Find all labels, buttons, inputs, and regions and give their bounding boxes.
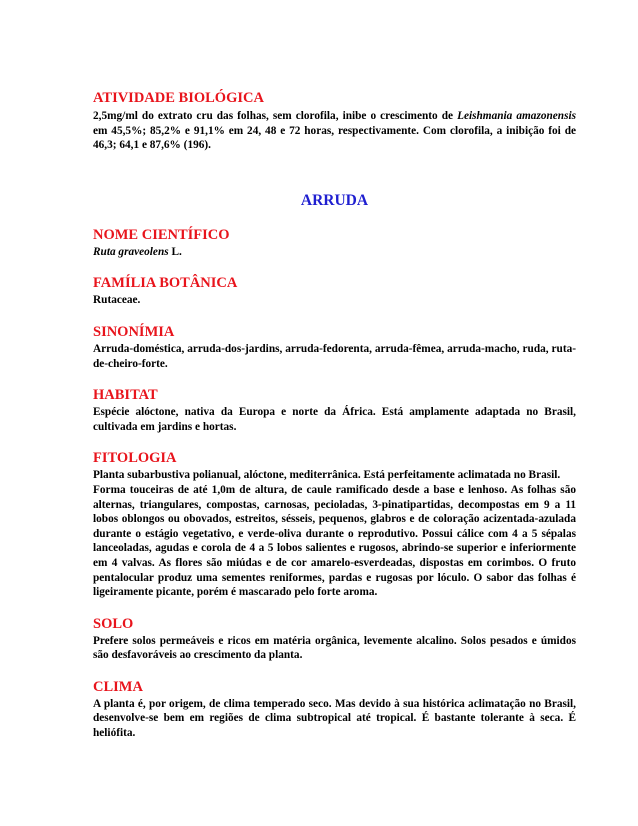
heading-sinonimia: SINONÍMIA bbox=[93, 323, 175, 340]
clima-text: A planta é, por origem, de clima temperado seco. Mas devido à sua histórica aclimatação no Brasil, desenvolve-se bem em regiões de clima subtropical até tropical. É bastante tolerante à seca. É heliófita. bbox=[93, 697, 576, 740]
heading-fitologia: FITOLOGIA bbox=[93, 450, 177, 467]
scientific-author: L. bbox=[168, 245, 182, 258]
species-epithet: amazonensis bbox=[516, 110, 576, 122]
document-page bbox=[93, 90, 576, 741]
sinonimia-text: Arruda-doméstica, arruda-dos-jardins, arruda-fedorenta, arruda-fêmea, arruda-macho, ruda, ruta-de-cheiro-forte. bbox=[93, 342, 576, 370]
section-sinonimia bbox=[93, 324, 576, 371]
document-title: ARRUDA bbox=[300, 191, 369, 209]
scientific-name: Ruta graveolens bbox=[93, 245, 169, 258]
fitologia-paragraph-1: Planta subarbustiva polianual, alóctone, mediterrânica. Está perfeitamente aclimatada no Brasil. bbox=[93, 469, 561, 482]
section-habitat bbox=[93, 387, 576, 434]
section-nome-cientifico bbox=[93, 227, 576, 260]
familia-text: Rutaceae. bbox=[93, 294, 141, 307]
section-clima bbox=[93, 679, 576, 741]
heading-atividade-biologica: ATIVIDADE BIOLÓGICA bbox=[93, 90, 264, 106]
habitat-text: Espécie alóctone, nativa da Europa e norte da África. Está amplamente adaptada no Brasil, cultivada em jardins e hortas. bbox=[93, 406, 576, 433]
fitologia-paragraph-2: Forma touceiras de até 1,0m de altura, de caule ramificado desde a base e lenhoso. As folhas são alternas, triangulares, compostas, carnosas, pecioladas, 3-pinatipartidas, decompostas em 9 a 11 lobos oblongos ou obovados, estreitos, sésseis, pequenos, glabros e de coloração acizentada-azulada durante o estágio vegetativo, e verde-oliva durante o reprodutivo. Possui cálice com 4 a 5 sépalas lanceoladas, agudas e corola de 4 a 5 lobos salientes e rugosos, abrindo-se superior e inferiormente em 4 valvas. As flores são miúdas e de cor amarelo-esverdeadas, dispostas em corimbos. O fruto pentalocular produz uma sementes reniformes, pardas e rugosas por lóculo. O sabor das folhas é ligeiramente picante, porém é mascarado pelo forte aroma. bbox=[93, 483, 576, 599]
section-fitologia bbox=[93, 450, 576, 599]
nome-cientifico-text bbox=[93, 245, 576, 260]
solo-text: Prefere solos permeáveis e ricos em matéria orgânica, levemente alcalino. Solos pesados e úmidos são desfavoráveis ao crescimento da planta. bbox=[93, 634, 576, 662]
section-solo bbox=[93, 616, 576, 663]
species-name: Leishmania bbox=[457, 110, 513, 122]
section-familia-botanica bbox=[93, 275, 576, 308]
heading-solo: SOLO bbox=[93, 615, 134, 632]
atividade-text: 2,5mg/ml do extrato cru das folhas, sem clorofila, inibe o crescimento de Leishmania amazonensis em 45,5%; 85,2% e 91,1% em 24, 48 e 72 horas, respectivamente. Com clorofila, a inibição foi de 46,3; 64,1 e 87,6% (196). bbox=[93, 110, 576, 152]
heading-habitat: HABITAT bbox=[93, 387, 158, 404]
section-atividade-biologica bbox=[93, 90, 576, 153]
heading-familia-botanica: FAMÍLIA BOTÂNICA bbox=[93, 275, 238, 292]
heading-clima: CLIMA bbox=[93, 678, 143, 695]
heading-nome-cientifico: NOME CIENTÍFICO bbox=[93, 226, 230, 243]
